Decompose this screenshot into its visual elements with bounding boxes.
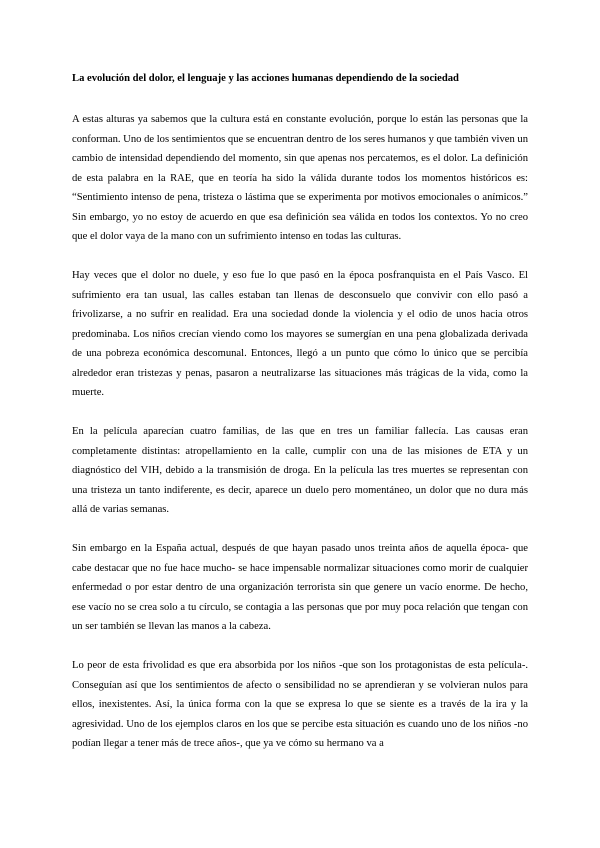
paragraph-2: Hay veces que el dolor no duele, y eso fue lo que pasó en la época posfranquista en el País Vasco. El sufrimiento era tan usual, las calles estaban tan llenas de desconsuelo que convivir con ello pasó a frivolizarse, a no sufrir en realidad. Era una sociedad donde la violencia y el odio de unos hacia otros predominaba. Los niños crecían viendo como los mayores se sumergían en una pena globalizada derivada de una pobreza económica descomunal. Entonces, llegó a un punto que cómo lo único que se percibía alrededor eran tristezas y penas, pasaron a neutralizarse las situaciones más trágicas de la vida, como la muerte. [72,270,528,398]
paragraph-1: A estas alturas ya sabemos que la cultura está en constante evolución, porque lo están las personas que la conforman. Uno de los sentimientos que se encuentran dentro de los seres humanos y que también viven un cambio de intensidad dependiendo del momento, sin que apenas nos percatemos, es el dolor. La definición de esta palabra en la RAE, que en teoría ha sido la válida durante todos los momentos históricos es: “Sentimiento intenso de pena, tristeza o lástima que se experimenta por motivos emocionales o anímicos.” Sin embargo, yo no estoy de acuerdo en que esa definición sea válida en todos los contextos. Yo no creo que el dolor vaya de la mano con un sufrimiento intenso en todas las culturas. [72,114,529,242]
document-title: La evolución del dolor, el lenguaje y las acciones humanas dependiendo de la sociedad [72,73,459,84]
paragraph-4: Sin embargo en la España actual, después de que hayan pasado unos treinta años de aquella época- que cabe destacar que no fue hace mucho- se hace impensable normalizar situaciones como morir de cualquier enfermedad o por estar dentro de una organización terrorista sin que genere un vacío enorme. De hecho, ese vacío no se crea solo a tu círculo, se contagia a las personas que por muy poca relación que tengan con un ser también se llevan las manos a la cabeza. [72,543,528,632]
paragraph-3: En la película aparecían cuatro familias, de las que en tres un familiar fallecía. Las causas eran completamente distintas: atropellamiento en la calle, cumplir con una de las misiones de ETA y un diagnóstico del VIH, debido a la transmisión de droga. En la película las tres muertes se representan con una tristeza un tanto indiferente, es decir, aparece un duelo pero momentáneo, un dolor que no dura más allá de varias semanas. [72,426,528,515]
paragraph-5: Lo peor de esta frivolidad es que era absorbida por los niños -que son los protagonistas de esta película-. Conseguían así que los sentimientos de afecto o sensibilidad no se aprendieran y se volvieran nulos para ellos, inexistentes. Así, la única forma con la que se expresa lo que se siente es a través de la ira y la agresividad. Uno de los ejemplos claros en los que se percibe esta situación es cuando uno de los niños -no podían llegar a tener más de trece años-, que ya ve cómo su hermano va a [72,660,528,749]
document-body [72,72,528,773]
